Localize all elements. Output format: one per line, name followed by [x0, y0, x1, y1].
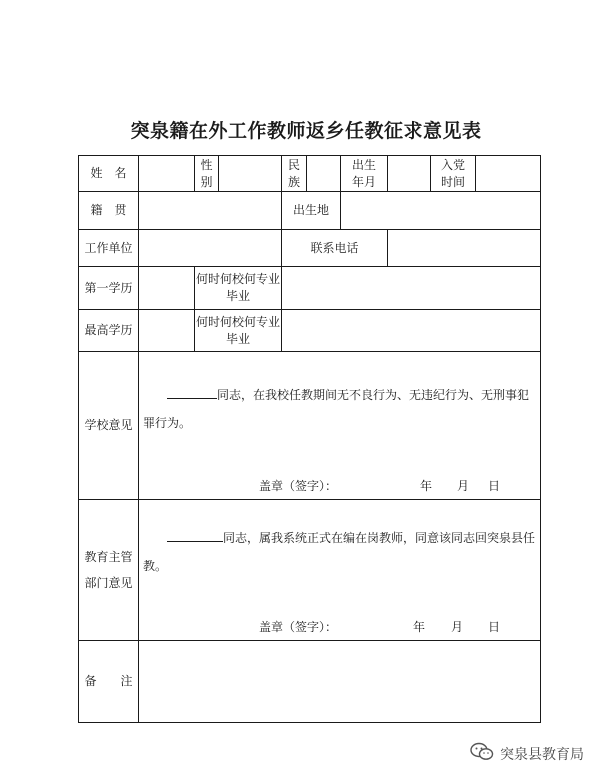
seal-label: 盖章（签字）：: [259, 479, 338, 493]
month-label: 月: [451, 620, 464, 634]
highest-degree-grad-field[interactable]: [282, 310, 540, 351]
school-opinion-label: 学校意见: [84, 418, 133, 432]
name-blank[interactable]: [167, 528, 223, 542]
year-label: 年: [420, 479, 433, 493]
gender-label: 性 别: [200, 157, 213, 189]
name-field[interactable]: [139, 156, 194, 191]
name-label: 姓 名: [90, 166, 127, 180]
first-degree-grad-field[interactable]: [282, 267, 540, 309]
phone-label: 联系电话: [310, 240, 359, 255]
school-opinion-paragraph: [143, 381, 535, 437]
day-label: 日: [488, 620, 501, 634]
education-opinion-paragraph: [143, 524, 535, 580]
first-degree-field[interactable]: [139, 267, 194, 309]
education-dept-opinion-area[interactable]: [139, 500, 540, 640]
school-opinion-area[interactable]: [139, 352, 540, 499]
party-date-field[interactable]: [476, 156, 540, 191]
education-opinion-text: 同志，属我系统正式在编在岗教师，同意该同志回突泉县任教。: [143, 531, 536, 573]
phone-field[interactable]: [388, 230, 540, 266]
first-degree-grad-label: 何时何校何专业 毕业: [195, 272, 280, 303]
account-name: 突泉县教育局: [500, 747, 584, 763]
ethnicity-field[interactable]: [307, 156, 340, 191]
remarks-label: 备 注: [84, 674, 133, 688]
remarks-field[interactable]: [139, 641, 540, 722]
work-unit-field[interactable]: [139, 230, 281, 266]
native-place-field[interactable]: [139, 192, 281, 229]
birth-date-label: 出生 年月: [351, 157, 376, 189]
day-label: 日: [488, 479, 501, 493]
account-watermark: [470, 742, 584, 766]
native-place-label: 籍 贯: [90, 203, 127, 217]
ethnicity-label: 民 族: [287, 157, 300, 189]
name-blank[interactable]: [167, 385, 217, 399]
seal-label: 盖章（签字）：: [259, 620, 338, 634]
party-date-label: 入党 时间: [440, 157, 465, 189]
rule: [78, 722, 541, 723]
birthplace-label: 出生地: [292, 203, 329, 217]
month-label: 月: [457, 479, 470, 493]
work-unit-label: 工作单位: [84, 240, 133, 255]
rule: [540, 155, 541, 723]
birthplace-field[interactable]: [341, 192, 540, 229]
gender-field[interactable]: [219, 156, 281, 191]
highest-degree-grad-label: 何时何校何专业 毕业: [195, 314, 280, 346]
wechat-icon: [470, 742, 494, 766]
highest-degree-field[interactable]: [139, 310, 194, 351]
first-degree-label: 第一学历: [84, 280, 133, 295]
year-label: 年: [413, 620, 426, 634]
birth-date-field[interactable]: [388, 156, 430, 191]
highest-degree-label: 最高学历: [84, 323, 133, 337]
school-opinion-text: 同志，在我校任教期间无不良行为、无违纪行为、无刑事犯罪行为。: [143, 388, 530, 430]
education-dept-opinion-label: 教育主管 部门意见: [84, 550, 133, 590]
form-title: 突泉籍在外工作教师返乡任教征求意见表: [130, 120, 482, 142]
